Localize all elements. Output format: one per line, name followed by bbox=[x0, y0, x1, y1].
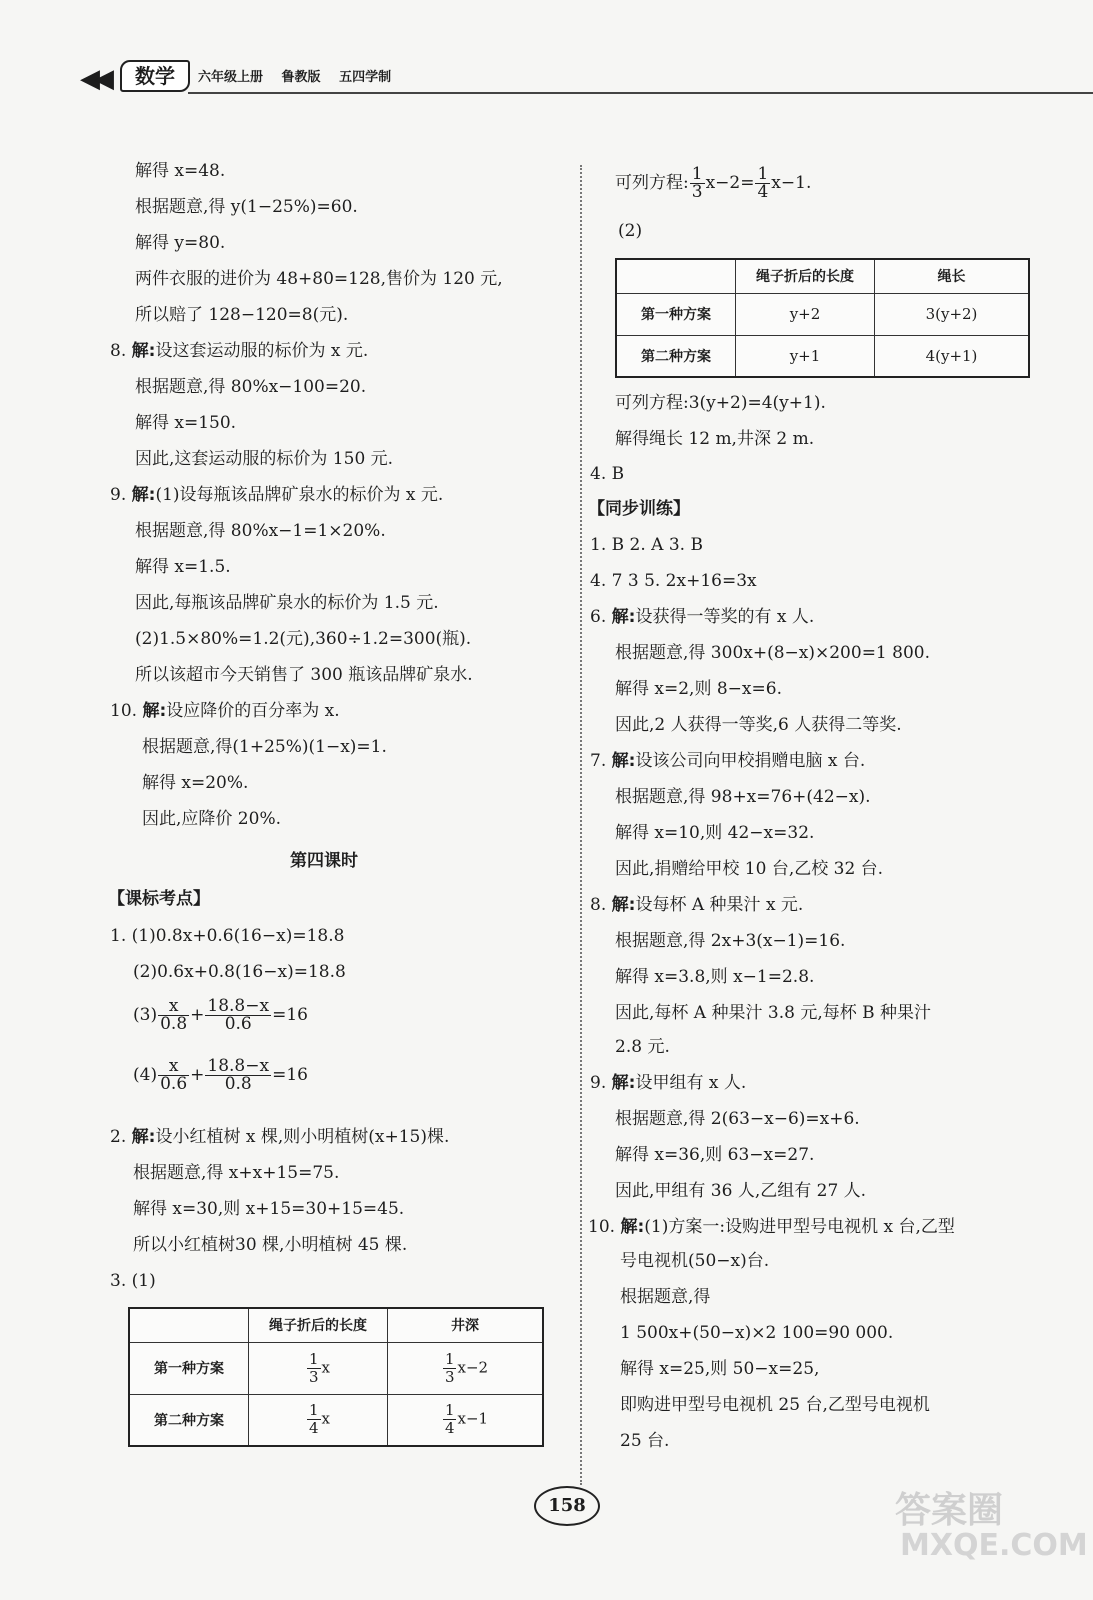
answer-line: 解得 x=20%. bbox=[142, 773, 249, 793]
numerator: x bbox=[158, 998, 189, 1016]
denominator: 4 bbox=[444, 1419, 455, 1438]
solution-label: 解: bbox=[142, 701, 167, 721]
answer-line: 解得 x=36,则 63−x=27. bbox=[615, 1145, 815, 1165]
table-cell bbox=[388, 1394, 544, 1446]
solution-label: 解: bbox=[611, 607, 636, 627]
question-number: 8. bbox=[110, 341, 127, 361]
answer-line: 根据题意,得 300x+(8−x)×200=1 800. bbox=[615, 643, 931, 663]
system-label: 五四学制 bbox=[339, 70, 392, 85]
back-arrows-icon: ◀◀ bbox=[80, 64, 108, 94]
solution-label: 解: bbox=[611, 1073, 636, 1093]
answer-line: 1. (1)0.8x+0.6(16−x)=18.8 bbox=[110, 926, 345, 946]
row-label: 第一种方案 bbox=[129, 1342, 249, 1394]
numerator: 18.8−x bbox=[207, 1056, 270, 1076]
fraction bbox=[205, 998, 271, 1033]
answer-line: 因此,每瓶该品牌矿泉水的标价为 1.5 元. bbox=[135, 593, 439, 613]
answer-line: 即购进甲型号电视机 25 台,乙型号电视机 bbox=[620, 1395, 930, 1415]
answer-line: 所以赔了 128−120=8(元). bbox=[135, 305, 349, 325]
denominator: 4 bbox=[757, 182, 769, 202]
answer-line: 根据题意,得 80%x−1=1×20%. bbox=[135, 521, 386, 541]
question-number: 9. bbox=[590, 1073, 607, 1093]
answer-line: 根据题意,得 2x+3(x−1)=16. bbox=[615, 931, 846, 951]
equation-rhs: =16 bbox=[272, 1065, 308, 1085]
solution-label: 解: bbox=[620, 1217, 645, 1237]
answer-line: 根据题意,得 98+x=76+(42−x). bbox=[615, 787, 871, 807]
denominator: 4 bbox=[308, 1419, 319, 1438]
answer-line: 所以该超市今天销售了 300 瓶该品牌矿泉水. bbox=[135, 665, 473, 685]
answer-line: 所以小红植树30 棵,小明植树 45 棵. bbox=[133, 1235, 408, 1255]
numerator: 1 bbox=[444, 1401, 455, 1420]
equation-rhs: =16 bbox=[272, 1005, 308, 1025]
numerator: 1 bbox=[444, 1349, 455, 1368]
denominator: 0.8 bbox=[224, 1074, 252, 1094]
answer-line: 根据题意,得 2(63−x−6)=x+6. bbox=[615, 1109, 860, 1129]
question-6 bbox=[590, 606, 814, 628]
answer-line: 可列方程:3(y+2)=4(y+1). bbox=[615, 393, 826, 413]
question-number: 9. bbox=[110, 485, 127, 505]
answer-line: 解得 x=150. bbox=[135, 413, 237, 433]
answer-line: 根据题意,得(1+25%)(1−x)=1. bbox=[142, 737, 387, 757]
answer-line: 因此,捐赠给甲校 10 台,乙校 32 台. bbox=[615, 859, 884, 879]
table-cell: y+2 bbox=[736, 293, 875, 335]
page-header bbox=[80, 58, 1055, 100]
denominator: 0.6 bbox=[224, 1014, 252, 1034]
answer-text: 设这套运动服的标价为 x 元. bbox=[155, 341, 369, 361]
numerator: 1 bbox=[308, 1349, 319, 1368]
denominator: 0.6 bbox=[160, 1074, 188, 1094]
numerator: x bbox=[158, 1058, 189, 1076]
watermark-url: MXQE.COM bbox=[900, 1528, 1088, 1563]
watermark-logo: 答案圈 bbox=[895, 1490, 1004, 1531]
row-label: 第一种方案 bbox=[616, 293, 736, 335]
cell-value: x−1 bbox=[457, 1409, 489, 1428]
question-number: 8. bbox=[590, 895, 607, 915]
answer-text: 设甲组有 x 人. bbox=[635, 1073, 747, 1093]
answer-line: 因此,2 人获得一等奖,6 人获得二等奖. bbox=[615, 715, 902, 735]
table-cell: 4(y+1) bbox=[875, 335, 1030, 377]
solution-label: 解: bbox=[131, 1127, 156, 1147]
answer-line: 两件衣服的进价为 48+80=128,售价为 120 元, bbox=[135, 269, 503, 289]
answer-line: 因此,每杯 A 种果汁 3.8 元,每杯 B 种果汁 bbox=[615, 1003, 932, 1023]
answer-text: x−2= bbox=[705, 173, 755, 193]
answer-line: 4. 7 3 5. 2x+16=3x bbox=[590, 571, 757, 591]
answer-line: 解得 y=80. bbox=[135, 233, 226, 253]
cell-value: x bbox=[321, 1358, 330, 1376]
answer-line: 1 500x+(50−x)×2 100=90 000. bbox=[620, 1323, 894, 1343]
table-row bbox=[616, 335, 1029, 377]
section-title: 第四课时 bbox=[290, 851, 358, 871]
answer-text: 设小红植树 x 棵,则小明植树(x+15)棵. bbox=[155, 1127, 450, 1147]
equation-4: (4) $\frac{x}{0.6}$ + $\frac{18.8-x}{0.8}$ =16 bbox=[133, 1056, 308, 1094]
answer-text: 设应降价的百分率为 x. bbox=[166, 701, 340, 721]
question-number: 2. bbox=[110, 1127, 127, 1147]
answer-text: x−1. bbox=[771, 173, 812, 193]
fraction bbox=[205, 1058, 271, 1093]
answer-line: (2)1.5×80%=1.2(元),360÷1.2=300(瓶). bbox=[135, 629, 472, 649]
answer-text: (1)方案一:设购进甲型号电视机 x 台,乙型 bbox=[644, 1217, 955, 1237]
numerator: 1 bbox=[308, 1401, 319, 1420]
question-9 bbox=[110, 484, 443, 506]
table-row bbox=[129, 1342, 543, 1394]
solution-label: 解: bbox=[611, 751, 636, 771]
section-heading: 【同步训练】 bbox=[588, 499, 690, 519]
table-cell: 3(y+2) bbox=[875, 293, 1030, 335]
row-label: 第二种方案 bbox=[129, 1394, 249, 1446]
part-label: (3) bbox=[133, 1005, 158, 1025]
numerator: 1 bbox=[757, 164, 769, 184]
question-8 bbox=[110, 340, 368, 362]
answer-line: 因此,甲组有 36 人,乙组有 27 人. bbox=[615, 1181, 867, 1201]
rope-well-table bbox=[128, 1307, 544, 1447]
denominator: 3 bbox=[444, 1367, 455, 1386]
answer-line: 因此,应降价 20%. bbox=[142, 809, 281, 829]
answer-text: 设该公司向甲校捐赠电脑 x 台. bbox=[635, 751, 866, 771]
table-header-cell: 绳长 bbox=[875, 259, 1030, 293]
answer-line: 3. (1) bbox=[110, 1271, 156, 1291]
answer-text: 可列方程: bbox=[615, 173, 689, 193]
answer-line: 解得绳长 12 m,井深 2 m. bbox=[615, 429, 815, 449]
cell-value: x bbox=[321, 1409, 330, 1428]
edition-label: 鲁教版 bbox=[281, 70, 321, 85]
column-divider bbox=[580, 165, 582, 1485]
table-header-row bbox=[129, 1308, 543, 1342]
question-9 bbox=[590, 1072, 746, 1094]
denominator: 0.8 bbox=[160, 1014, 188, 1034]
table-cell bbox=[249, 1342, 388, 1394]
answer-line: 25 台. bbox=[620, 1431, 670, 1451]
header-rule bbox=[188, 92, 1093, 94]
question-7 bbox=[590, 750, 865, 772]
section-heading: 【课标考点】 bbox=[108, 889, 210, 909]
grade-label: 六年级上册 bbox=[198, 70, 264, 85]
row-label: 第二种方案 bbox=[616, 335, 736, 377]
question-number: 6. bbox=[590, 607, 607, 627]
fraction bbox=[158, 998, 189, 1033]
answer-line: 根据题意,得 bbox=[620, 1287, 711, 1307]
table-cell bbox=[249, 1394, 388, 1446]
answer-line: 解得 x=25,则 50−x=25, bbox=[620, 1359, 820, 1379]
table-cell bbox=[388, 1342, 544, 1394]
table-row bbox=[129, 1394, 543, 1446]
answer-line: 解得 x=3.8,则 x−1=2.8. bbox=[615, 967, 815, 987]
question-number: 10. bbox=[588, 1217, 616, 1237]
table-header-cell: 绳子折后的长度 bbox=[249, 1308, 388, 1342]
equation-3: (3) $\frac{x}{0.8}$ + $\frac{18.8-x}{0.6}$ =16 bbox=[133, 996, 308, 1034]
header-subtitle bbox=[198, 66, 405, 85]
table-header-cell: 绳子折后的长度 bbox=[736, 259, 875, 293]
question-number: 7. bbox=[590, 751, 607, 771]
numerator: 1 bbox=[691, 164, 703, 184]
table-header-cell: 井深 bbox=[388, 1308, 544, 1342]
answer-line: 2.8 元. bbox=[615, 1037, 670, 1057]
answer-text: 设获得一等奖的有 x 人. bbox=[635, 607, 815, 627]
solution-label: 解: bbox=[131, 341, 156, 361]
solution-label: 解: bbox=[131, 485, 156, 505]
question-number: 10. bbox=[110, 701, 138, 721]
answer-line: 解得 x=1.5. bbox=[135, 557, 231, 577]
fraction bbox=[755, 166, 770, 201]
answer-line: 因此,这套运动服的标价为 150 元. bbox=[135, 449, 394, 469]
table-row bbox=[616, 293, 1029, 335]
answer-line: 号电视机(50−x)台. bbox=[620, 1251, 770, 1271]
answer-line: (2) bbox=[618, 221, 643, 241]
fraction bbox=[690, 166, 705, 201]
answer-line: 1. B 2. A 3. B bbox=[590, 535, 703, 555]
subject-badge: 数学 bbox=[120, 60, 190, 92]
answer-line: 解得 x=10,则 42−x=32. bbox=[615, 823, 815, 843]
table-cell: y+1 bbox=[736, 335, 875, 377]
part-label: (4) bbox=[133, 1065, 158, 1085]
answer-line: 解得 x=2,则 8−x=6. bbox=[615, 679, 782, 699]
answer-line: 解得 x=48. bbox=[135, 161, 226, 181]
answer-line: 4. B bbox=[590, 464, 625, 484]
page-number: 158 bbox=[534, 1486, 600, 1526]
answer-line: 解得 x=30,则 x+15=30+15=45. bbox=[133, 1199, 405, 1219]
table-header-cell bbox=[616, 259, 736, 293]
denominator: 3 bbox=[691, 182, 703, 202]
table-header-cell bbox=[129, 1308, 249, 1342]
equation-line bbox=[615, 166, 811, 201]
rope-length-table bbox=[615, 258, 1030, 378]
question-8 bbox=[590, 894, 803, 916]
answer-line: 根据题意,得 x+x+15=75. bbox=[133, 1163, 340, 1183]
cell-value: x−2 bbox=[457, 1358, 489, 1376]
table-header-row bbox=[616, 259, 1029, 293]
fraction bbox=[158, 1058, 189, 1093]
answer-text: (1)设每瓶该品牌矿泉水的标价为 x 元. bbox=[155, 485, 444, 505]
question-10 bbox=[588, 1216, 955, 1238]
answer-text: 设每杯 A 种果汁 x 元. bbox=[635, 895, 804, 915]
denominator: 3 bbox=[308, 1367, 319, 1386]
answer-line: 根据题意,得 80%x−100=20. bbox=[135, 377, 367, 397]
question-10 bbox=[110, 700, 340, 722]
answer-line: (2)0.6x+0.8(16−x)=18.8 bbox=[133, 962, 346, 982]
question-2 bbox=[110, 1126, 449, 1148]
numerator: 18.8−x bbox=[207, 996, 270, 1016]
answer-line: 根据题意,得 y(1−25%)=60. bbox=[135, 197, 358, 217]
solution-label: 解: bbox=[611, 895, 636, 915]
